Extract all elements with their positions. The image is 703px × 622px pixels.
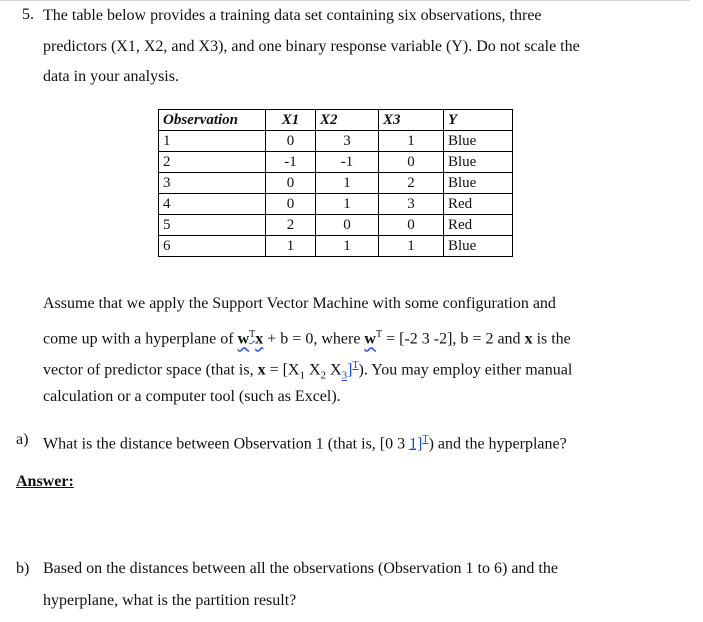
part-a-label: a) [16,431,29,448]
subscript: 1 [299,369,305,382]
w-vector: w [364,330,376,348]
header-x1: X1 [266,110,316,131]
table-row [159,215,513,236]
cell-y: Blue [444,173,513,194]
question-number: 5. [22,6,34,23]
cell-observation: 5 [159,215,266,236]
table-row [159,236,513,257]
table-row [159,194,513,215]
assumption-line-3 [43,356,572,386]
part-a-question [43,430,567,454]
transpose-sup: T [375,329,383,340]
cell-x3: 3 [379,194,444,215]
transpose-sup: T [422,434,429,445]
cell-y: Blue [444,131,513,152]
cell-observation: 1 [159,131,266,152]
cell-x2: 3 [316,131,379,152]
x-vector: x [524,330,533,348]
cell-x1: 0 [266,131,316,152]
assumption-line-2 [43,325,571,349]
cell-x1: 1 [266,236,316,257]
cell-x1: 2 [266,215,316,236]
assumption-text: X [304,361,321,379]
cell-observation: 4 [159,194,266,215]
cell-x2: 1 [316,173,379,194]
cell-y: Red [444,215,513,236]
part-b-line-2: hyperplane, what is the partition result? [43,592,297,609]
cell-x3: 2 [379,173,444,194]
cell-x2: 1 [316,194,379,215]
assumption-text: = [X [265,361,300,379]
assumption-text: + b = 0, where [263,330,365,348]
assumption-text: is the [532,330,571,348]
cell-y: Blue [444,236,513,257]
cell-x2: 1 [316,236,379,257]
table-row [159,131,513,152]
assumption-text: X [326,361,342,379]
part-a-text: ) and the hyperplane? [428,435,567,453]
cell-x1: 0 [266,173,316,194]
cell-y: Red [444,194,513,215]
subscript: 2 [320,369,327,382]
cell-observation: 2 [159,152,266,173]
assumption-text: = [-2 3 -2], b = 2 and [382,330,525,348]
part-b-label: b) [16,560,30,577]
intro-line-1: The table below provides a training data set containing six observations, three [43,7,542,24]
training-data-table [158,109,513,257]
cell-x2: -1 [316,152,379,173]
assumption-line-1: Assume that we apply the Support Vector Machine with some configuration and [43,295,556,312]
part-a-text: What is the distance between Observation 1 (that is, [0 3 [43,435,410,453]
part-a-text: 1] [409,435,423,453]
header-observation: Observation [159,110,266,131]
intro-line-2: predictors (X1, X2, and X3), and one binary response variable (Y). Do not scale the [43,38,580,55]
header-x3: X3 [379,110,444,131]
cell-x1: -1 [266,152,316,173]
x-vector: x [257,361,266,379]
assumption-text: ] [347,361,353,379]
page-top-border [0,0,690,1]
cell-x3: 1 [379,236,444,257]
cell-x1: 0 [266,194,316,215]
cell-x3: 0 [379,152,444,173]
table-header-row [159,110,513,131]
assumption-text: ). You may employ either manual [358,361,573,379]
intro-line-3: data in your analysis. [43,68,179,85]
w-vector: w [237,330,250,348]
cell-observation: 3 [159,173,266,194]
table-row [159,173,513,194]
assumption-text: come up with a hyperplane of [43,330,238,348]
assumption-text: vector of predictor space (that is, [43,361,258,379]
cell-observation: 6 [159,236,266,257]
table-row [159,152,513,173]
transpose-sup: T [352,360,359,371]
x-vector: x [255,330,264,348]
cell-x2: 0 [316,215,379,236]
subscript: 3 [341,369,348,382]
part-b-line-1: Based on the distances between all the observations (Observation 1 to 6) and the [43,560,558,577]
cell-x3: 0 [379,215,444,236]
cell-y: Blue [444,152,513,173]
header-y: Y [444,110,513,131]
assumption-line-4: calculation or a computer tool (such as Excel). [43,388,341,405]
answer-label: Answer: [16,473,74,490]
header-x2: X2 [316,110,379,131]
transpose-sup: T [249,329,256,340]
cell-x3: 1 [379,131,444,152]
